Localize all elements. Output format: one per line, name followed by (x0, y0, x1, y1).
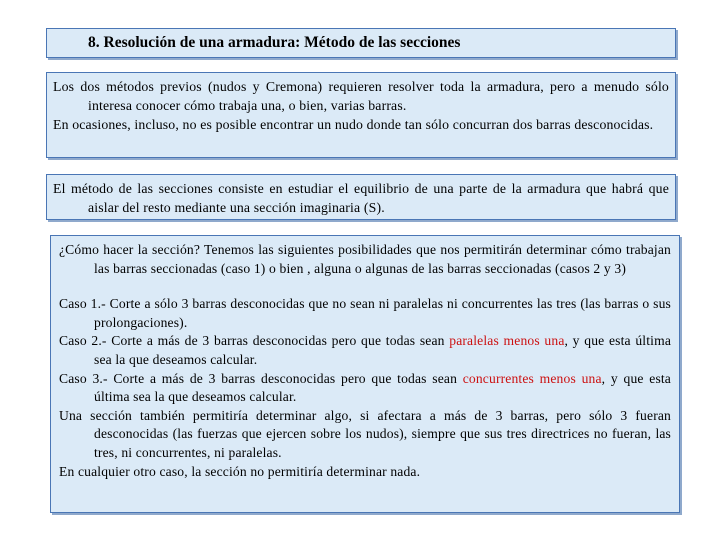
caso-1-paragraph: Caso 1.- Corte a sólo 3 barras desconocidas que no sean ni paralelas ni concurrentes las tres (las barras o sus prolongaciones). (59, 296, 671, 330)
caso-2-text: Caso 2.- Corte a más de 3 barras desconocidas pero que todas sean (59, 333, 450, 349)
caso-2-highlight: paralelas menos una (449, 333, 565, 349)
caso-3-highlight: concurrentes menos una (462, 370, 602, 386)
paragraph-gap (59, 278, 671, 295)
caso-3-paragraph (59, 370, 671, 407)
question-paragraph: ¿Cómo hacer la sección? Tenemos las siguientes posibilidades que nos permitirán determinar cómo trabajan las barras seccionadas (caso 1) o bien , alguna o algunas de las barras seccionadas (casos 2 y 3) (59, 242, 671, 276)
intro-box (46, 72, 676, 158)
caso-3-text: Caso 3.- Corte a más de 3 barras desconocidas pero que todas sean (59, 370, 463, 386)
title-box (46, 28, 676, 58)
method-box (46, 174, 676, 220)
intro-paragraph-2: En ocasiones, incluso, no es posible encontrar un nudo donde tan sólo concurran dos barras desconocidas. (53, 117, 654, 132)
caso-2-text-end: , y que esta última sea la que deseamos calcular. (94, 333, 671, 367)
caso-2-paragraph (59, 332, 671, 369)
caso-3-text-end: , y que esta última sea la que deseamos calcular. (94, 370, 671, 405)
slide-title: 8. Resolución de una armadura: Método de las secciones (88, 34, 461, 51)
how-box (50, 235, 680, 513)
extra-paragraph: Una sección también permitiría determinar algo, si afectara a más de 3 barras, pero sólo 3 fueran desconocidas (las fuerzas que ejercen sobre los nudos), siempre que sus tres directrices no fueran, las tres, ni concurrentes, ni paralelas. (59, 407, 671, 460)
otherwise-paragraph: En cualquier otro caso, la sección no permitiría determinar nada. (59, 463, 421, 479)
intro-paragraph-1: Los dos métodos previos (nudos y Cremona) requieren resolver toda la armadura, pero a menudo sólo interesa conocer cómo trabaja una, o bien, varias barras. (53, 79, 669, 113)
method-paragraph: El método de las secciones consiste en estudiar el equilibrio de una parte de la armadura que habrá que aislar del resto mediante una sección imaginaria (S). (53, 181, 669, 215)
